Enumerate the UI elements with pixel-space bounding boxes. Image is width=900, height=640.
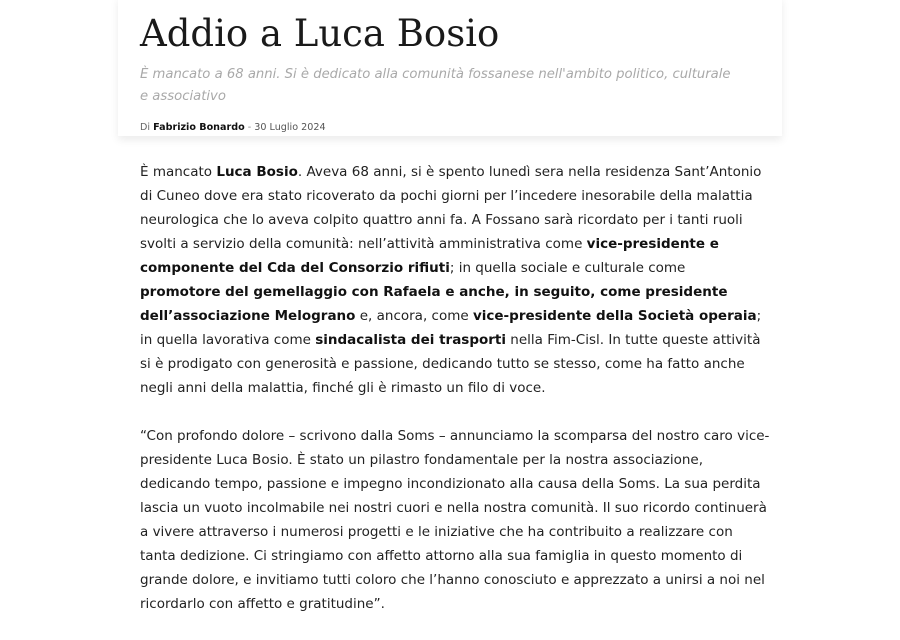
text-run: “Con profondo dolore – scrivono dalla Soms – annunciamo la scomparsa del nostro caro vice-presidente Luca Bosio. È stato un pilastro fondamentale per la nostra associazione, dedicando tempo, passione e impegno incondizionato alla causa della Soms. La sua perdita lascia un vuoto incolmabile nei nostri cuori e nella nostra comunità. Il suo ricordo continuerà a vivere attraverso i numerosi progetti e le iniziative che ha contribuito a realizzare con tanta dedizione. Ci stringiamo con affetto attorno alla sua famiglia in questo momento di grande dolore, e invitiamo tutti coloro che l’hanno conosciuto e apprezzato a unirsi a noi nel ricordarlo con affetto e gratitudine”. (140, 428, 770, 612)
bold-text: sindacalista dei trasporti (315, 332, 507, 348)
bold-text: vice-presidente e componente del Cda del Consorzio rifiuti (140, 236, 719, 276)
author-link[interactable]: Fabrizio Bonardo (153, 122, 245, 133)
bold-text: promotore del gemellaggio con Rafaela e anche, in seguito, come presidente dell’associazione Melograno (140, 284, 728, 324)
bold-text: vice-presidente della Società operaia (472, 308, 757, 324)
bold-text: Luca Bosio (216, 164, 298, 180)
text-run: nella Fim-Cisl. In tutte queste attività si è prodigato con generosità e passione, dedicando tutto se stesso, come ha fatto anche negli anni della malattia, finché gli è rimasto un filo di voce. (140, 332, 761, 396)
article-byline (140, 121, 326, 135)
byline-separator: - (247, 122, 252, 133)
publish-date: 30 Luglio 2024 (254, 122, 326, 133)
article-paragraph (140, 424, 770, 616)
byline-prefix: Di (140, 122, 151, 133)
text-run: e, ancora, come (355, 308, 473, 324)
text-run: ; in quella sociale e culturale come (449, 260, 686, 276)
article-subtitle: È mancato a 68 anni. Si è dedicato alla comunità fossanese nell'ambito politico, culturale e associativo (140, 67, 731, 104)
article-body (140, 160, 770, 640)
article-paragraph (140, 160, 770, 400)
text-run: ; in quella lavorativa come (140, 308, 762, 348)
article-title: Addio a Luca Bosio (140, 12, 500, 55)
text-run: . Aveva 68 anni, si è spento lunedì sera nella residenza Sant’Antonio di Cuneo dove era stato ricoverato da pochi giorni per l’incedere inesorabile della malattia neurologica che lo aveva colpito quattro anni fa. A Fossano sarà ricordato per i tanti ruoli svolti a servizio della comunità: nell’attività amministrativa come (140, 164, 762, 252)
text-run: È mancato (140, 164, 217, 180)
